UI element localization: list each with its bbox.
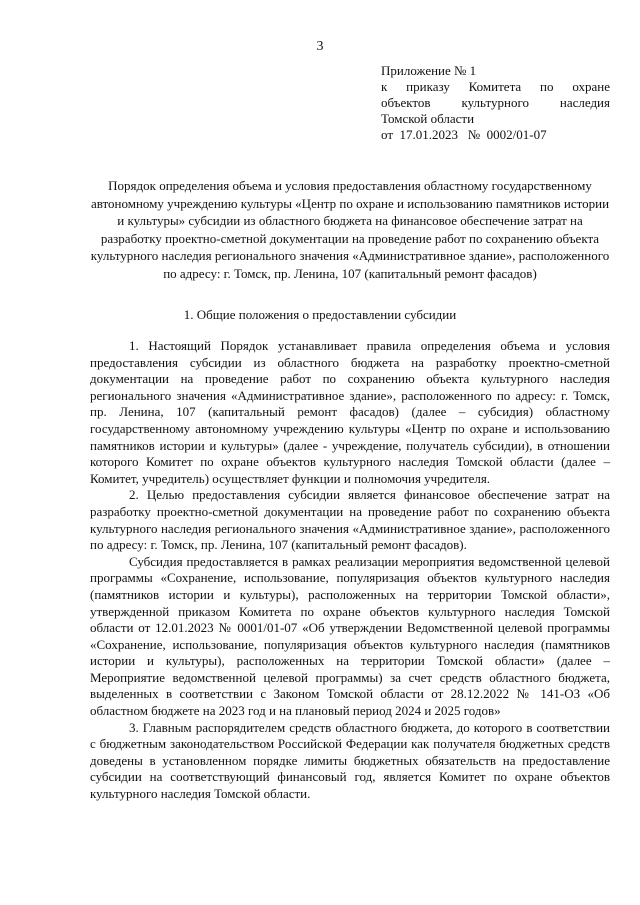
appendix-region-line: Томской области: [381, 111, 475, 126]
appendix-committee-line: объектов культурного наследия: [381, 95, 610, 110]
section-heading: 1. Общие положения о предоставлении субсидии: [183, 307, 457, 322]
document-title: Порядок определения объема и условия предоставления областному государственному автономному учреждению культуры «Центр по охране и использованию памятников истории и культуры» субсидии из областного бюджета на финансовое обеспечение затрат на разработку проектно-сметной документации на проведение работ по сохранению объекта культурного наследия регионального значения «Административное здание», расположенного по адресу: г. Томск, пр. Ленина, 107 (капитальный ремонт фасадов): [90, 178, 610, 281]
appendix-title: Приложение № 1: [381, 63, 477, 78]
appendix-order-line: к приказу Комитета по охране: [381, 79, 610, 94]
page-number: 3: [316, 39, 324, 54]
paragraph: Субсидия предоставляется в рамках реализации мероприятия ведомственной целевой программы «Сохранение, использование, популяризация объектов культурного наследия (памятников истории и культуры), расположенных на территории Томской области», утвержденной приказом Комитета по охране объектов культурного наследия Томской области от 12.01.2023 № 0001/01-07 «Об утверждении Ведомственной целевой программы «Сохранение, использование, популяризация объектов культурного наследия (памятников истории и культуры), расположенных на территории Томской области» (далее – Мероприятие ведомственной целевой программы) за счет средств областного бюджета, выделенных в соответствии с Законом Томской области от 28.12.2022 № 141-ОЗ «Об областном бюджете на 2023 год и на плановый период 2024 и 2025 годов»: [90, 553, 610, 719]
document-body: [90, 338, 610, 803]
paragraph: 2. Целью предоставления субсидии является финансовое обеспечение затрат на разработку проектно-сметной документации на проведение работ по сохранению объекта культурного наследия регионального значения «Административное здание», расположенного по адресу: г. Томск, пр. Ленина, 107 (капитальный ремонт фасадов).: [90, 487, 610, 553]
paragraph: 1. Настоящий Порядок устанавливает правила определения объема и условия предоставления субсидии из областного бюджета на разработку проектно-сметной документации на проведение работ по сохранению объекта культурного наследия регионального значения «Административное здание», расположенного по адресу: г. Томск, пр. Ленина, 107 (капитальный ремонт фасадов) (далее – субсидия) областному государственному автономному учреждению культуры «Центр по охране и использованию памятников истории и культуры» (далее - учреждение, получатель субсидии), в отношении которого Комитет по охране объектов культурного наследия Томской области (далее – Комитет, учредитель) осуществляет функции и полномочия учредителя.: [90, 338, 610, 486]
appendix-date-number: от 17.01.2023 № 0002/01-07: [381, 127, 547, 142]
appendix-header: [381, 63, 610, 143]
paragraph: 3. Главным распорядителем средств областного бюджета, до которого в соответствии с бюджетным законодательством Российской Федерации как получателя бюджетных средств доведены в установленном порядке лимиты бюджетных обязательств на предоставление субсидии на соответствующий финансовый год, является Комитет по охране объектов культурного наследия Томской области.: [90, 719, 610, 802]
